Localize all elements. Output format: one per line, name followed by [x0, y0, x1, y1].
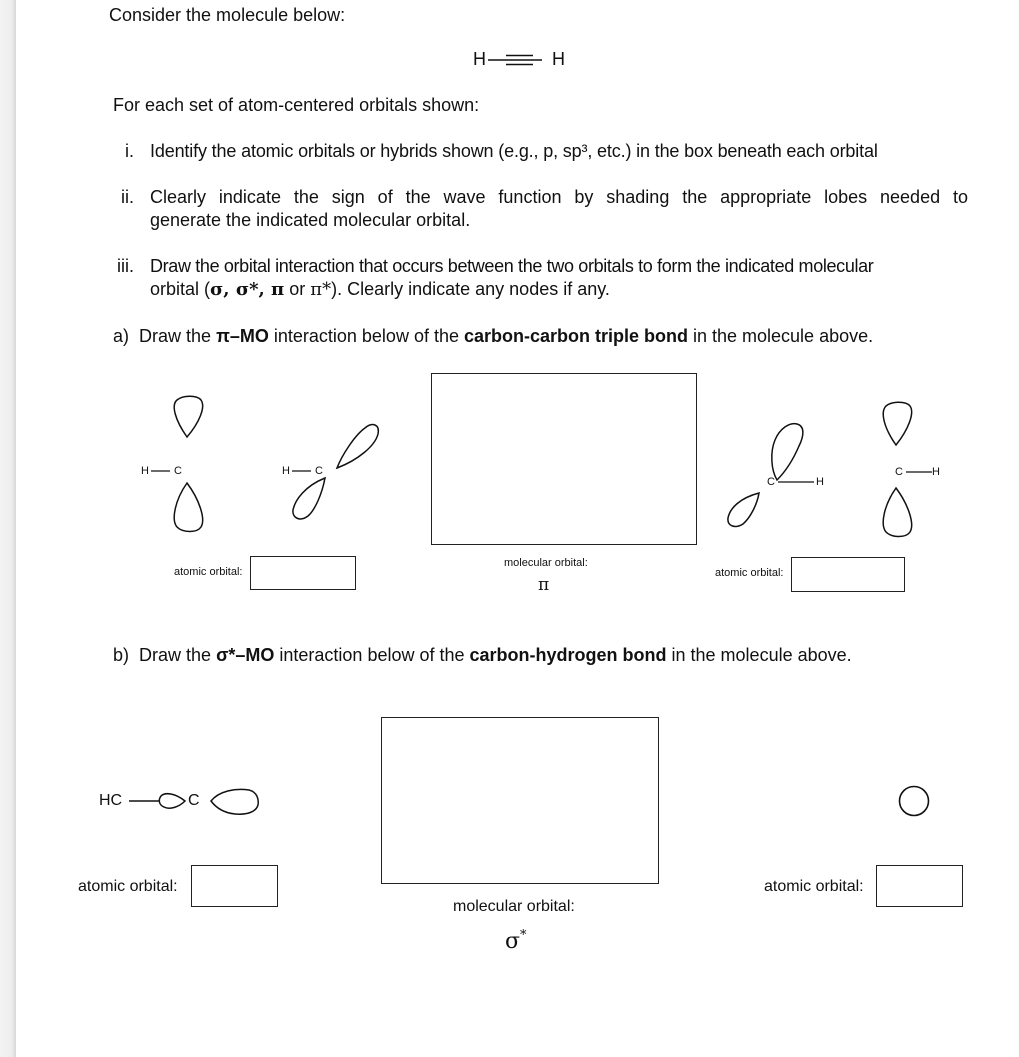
instruction-ii-number: ii. [121, 187, 134, 207]
frag-a1-atom-h: H [141, 465, 149, 477]
instruction-iii-line2: orbital (σ, σ*, π or π*). Clearly indicate any nodes if any. [150, 279, 610, 300]
instruction-iii-line1: Draw the orbital interaction that occurs between the two orbitals to form the indicated molecular [150, 256, 874, 276]
triple-bond-icon [488, 52, 544, 68]
bond-line [776, 477, 816, 487]
part-a-left-answer-label: atomic orbital: [174, 566, 243, 578]
page-edge-shadow [0, 0, 16, 1057]
instructions-lead: For each set of atom-centered orbitals shown: [113, 95, 480, 115]
part-b-heading: b) Draw the σ*–MO interaction below of the carbon-hydrogen bond in the molecule above. [113, 645, 852, 665]
frag-a3-atom-h: H [816, 476, 824, 488]
s-orbital [897, 785, 933, 819]
frag-a4-atom-h: H [932, 466, 940, 478]
part-a-left-answer-box[interactable] [250, 556, 356, 590]
frag-a2-atom-h: H [282, 465, 290, 477]
part-b-mo-symbol: σ* [505, 928, 527, 954]
instruction-ii-line1: Clearly indicate the sign of the wave function by shading the appropriate lobes needed to [150, 187, 968, 207]
part-a-mo-drawing-area[interactable] [431, 373, 697, 545]
part-a-mo-symbol: π [538, 575, 550, 595]
intro-text: Consider the molecule below: [109, 5, 346, 25]
instruction-i-text: Identify the atomic orbitals or hybrids shown (e.g., p, sp³, etc.) in the box beneath each orbital [150, 141, 878, 161]
frag-a4-atom-c: C [895, 466, 903, 478]
part-b-bond: carbon-hydrogen bond [469, 645, 667, 665]
instruction-i-number: i. [125, 141, 134, 161]
molecule-right-atom: H [552, 49, 565, 69]
part-b-left-answer-box[interactable] [191, 865, 278, 907]
part-a-mo-label: molecular orbital: [504, 557, 588, 569]
part-b-right-answer-label: atomic orbital: [764, 878, 864, 895]
instruction-ii-line2: generate the indicated molecular orbital. [150, 210, 471, 230]
part-a-right-answer-label: atomic orbital: [715, 567, 784, 579]
part-a-bond: carbon-carbon triple bond [463, 326, 688, 346]
part-a-right-answer-box[interactable] [791, 557, 905, 592]
part-a-mo: π–MO [216, 326, 269, 346]
part-b-mo-label: molecular orbital: [453, 898, 575, 915]
part-b-right-answer-box[interactable] [876, 865, 963, 907]
part-b-left-answer-label: atomic orbital: [78, 878, 178, 895]
frag-a1-atom-c: C [174, 465, 182, 477]
bond-line [904, 467, 934, 477]
bond-line [291, 466, 313, 476]
frag-a2-atom-c: C [315, 465, 323, 477]
part-b-mo: σ*–MO [216, 645, 275, 665]
instruction-iii-number: iii. [117, 256, 134, 276]
part-a-heading: a) Draw the π–MO interaction below of the carbon-carbon triple bond in the molecule above. [113, 326, 874, 346]
molecule-left-atom: H [473, 49, 486, 69]
frag-b-group-hc: HC [99, 792, 123, 809]
frag-a3-atom-c: C [767, 476, 775, 488]
part-b-mo-drawing-area[interactable] [381, 717, 659, 884]
frag-b-atom-c: C [188, 792, 200, 809]
p-orbital-tilted-right [725, 410, 815, 540]
bond-line [150, 466, 172, 476]
mo-symbols: σ, σ*, π [210, 279, 285, 300]
